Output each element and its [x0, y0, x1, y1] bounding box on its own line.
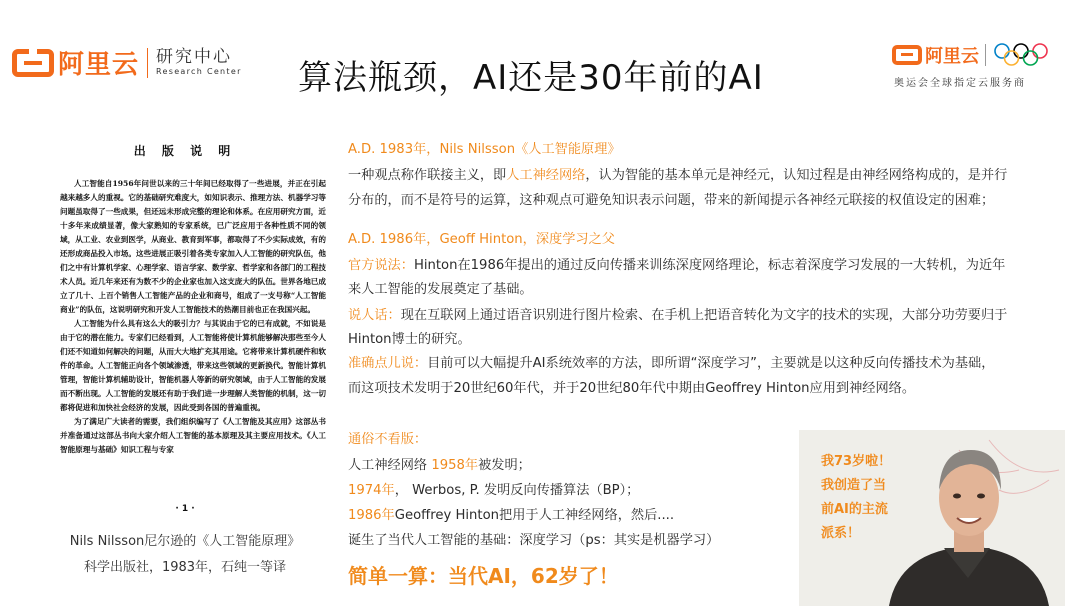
plain-label: 说人话： [348, 308, 401, 323]
logo-research-cn: 研究中心 [156, 47, 233, 67]
text-segment: Hinton在1986年提出的通过反向传播来训练深度网络理论，标志着深度学习发展的一大转机，为近年 [413, 258, 1006, 273]
text-segment: Geoffrey Hinton把用于人工神经网络，然后.... [394, 508, 675, 523]
accurate-statement-line2: 而这项技术发明于20世纪60年代，并于20世纪80年代中期由Geoffrey Hinton应用到神经网络。 [348, 381, 916, 396]
plain-statement-line2: Hinton博士的研究。 [348, 332, 471, 347]
official-statement-line1 [348, 254, 1005, 273]
book-heading: 出 版 说 明 [133, 144, 237, 158]
timeline-1974 [348, 479, 639, 498]
speech-line: 我创造了当 [821, 478, 887, 493]
year-1958: 1958年 [431, 458, 479, 473]
highlight-ann: 人工神经网络 [506, 168, 586, 183]
speech-line: 派系！ [821, 526, 861, 541]
section-1983-heading: A.D. 1983年，Nils Nilsson《人工智能原理》 [348, 142, 621, 157]
conclusion-text: 简单一算：当代AI，62岁了！ [348, 564, 619, 588]
logo-research-en: Research Center [156, 67, 242, 76]
year-1986: 1986年 [348, 508, 395, 523]
book-paragraph: 人工智能为什么具有这么大的吸引力？与其说由于它的已有成就，不如说是由于它的潜在能力。专家们已经看到，人工智能将使计算机能够解决那些至今人们还不知道如何解决的问题，从而大大地扩充其用途。它将带来计算机硬件和软件的革命。人工智能正向各个领域渗透，带来这些领域的更新换代。智能计算机管理，智能计算机辅助设计，智能机器人等新的研究领域，由于人工智能的发展而不断出现。人工智能的发展还有助于我们进一步理解人类智能的机制，这一切都将促进和加快社会经济的发展，因此受到各国的普遍重视。 [60, 319, 326, 412]
official-statement-line2: 来人工智能的发展奠定了基础。 [348, 282, 533, 297]
page-title: 算法瓶颈，AI还是30年前的AI [298, 58, 764, 98]
section-1983-line2: 分布的，而不是符号的运算，这种观点可避免知识表示问题，带来的新闻提示各神经元联接的权值设定的困难； [348, 193, 995, 208]
timeline-1986 [348, 504, 674, 523]
speech-line: 我73岁啦！ [821, 454, 892, 469]
logo-divider [985, 44, 986, 66]
hinton-speech [821, 450, 891, 546]
logo-left-brand: 阿里云 [58, 50, 140, 80]
plain-statement-line1 [348, 304, 1007, 323]
text-segment: 目前可以大幅提升AI系统效率的方法，即所谓“深度学习”，主要就是以这种反向传播技术为基础， [427, 356, 995, 371]
text-segment: ，认为智能的基本单元是神经元，认知过程是由神经网络构成的，是并行 [585, 168, 1008, 183]
logo-right-subtitle: 奥运会全球指定云服务商 [894, 78, 1026, 89]
book-paragraph: 人工智能自1956年问世以来的三十年间已经取得了一些进展，并正在引起越来越多人的重视。它的基础研究难度大，如知识表示、推理方法、机器学习等问题虽取得了一些成果，但还远未形成完整的理论和体系。在应用研究方面，近十多年来成绩显著，像大家熟知的专家系统，已广泛应用于各种性质不同的领域，从工业、农业到医学，从商业、教育到军事，都取得了不少实际成效，有的还形成商品投入市场。这些进展正吸引着各类专家加入人工智能的研究队伍，他们之中有计算机学家、心理学家、语言学家、数学家、哲学家和各部门的工程技术人员。近几年来还有为数不少的企业家也加入这支庞大的队伍。世界各地已成立了几十、上百个销售人工智能产品的企业和商号，组成了一支号称“人工智能商业”的队伍，这说明研究和开发人工智能技术的热潮目前也正在我国兴起。 [60, 179, 326, 314]
year-1974: 1974年 [348, 483, 395, 498]
speech-line: 前AI的主流 [821, 502, 888, 517]
text-segment: 一种观点称作联接主义，即 [348, 168, 507, 183]
text-segment: 现在互联网上通过语音识别进行图片检索、在手机上把语音转化为文字的技术的实现，大部分功劳要归于 [400, 308, 1008, 323]
aliyun-logo-icon [12, 49, 54, 77]
accurate-label: 准确点儿说： [348, 356, 428, 371]
section-1986-heading: A.D. 1986年，Geoff Hinton，深度学习之父 [348, 232, 615, 247]
aliyun-logo-icon [892, 45, 922, 65]
text-segment: ， Werbos, P. 发明反向传播算法（BP）； [394, 483, 640, 498]
book-caption-title: Nils Nilsson尼尔逊的《人工智能原理》 [69, 534, 301, 549]
accurate-statement-line1 [348, 352, 994, 371]
timeline-1958 [348, 454, 531, 473]
book-page-number: · 1 · [175, 504, 195, 514]
book-body [40, 177, 330, 507]
logo-right-brand: 阿里云 [925, 46, 979, 67]
book-caption-publisher: 科学出版社，1983年，石纯一等译 [83, 560, 287, 575]
olympic-rings-icon [992, 42, 1050, 68]
book-paragraph: 为了满足广大读者的需要，我们组织编写了《人工智能及其应用》这部丛书并准备通过这部丛书向大家介绍人工智能的基本原理及其主要应用技术。《人工智能原理与基础》知识工程与专家 [60, 417, 326, 454]
hinton-photo [799, 430, 1065, 606]
logo-divider [147, 48, 148, 78]
text-segment: 人工神经网络 [348, 458, 432, 473]
official-label: 官方说法： [348, 258, 414, 273]
summary-heading: 通俗不看版： [348, 432, 428, 447]
section-1983-line1 [348, 164, 1007, 183]
aliyun-research-logo [12, 44, 242, 81]
timeline-deep-learning: 诞生了当代人工智能的基础：深度学习（ps：其实是机器学习） [348, 533, 720, 548]
text-segment: 被发明； [478, 458, 531, 473]
book-page-image [40, 130, 330, 520]
aliyun-olympic-logo [892, 42, 1066, 89]
